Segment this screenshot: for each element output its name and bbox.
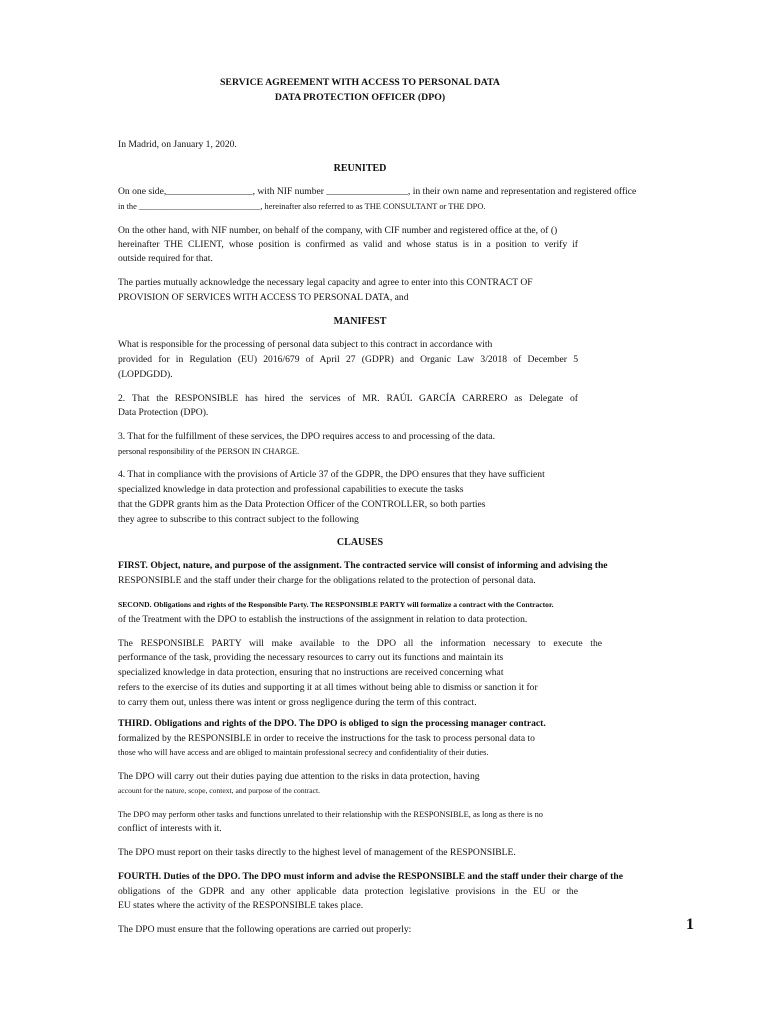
paragraph-line: Data Protection (DPO). <box>118 407 209 418</box>
paragraph-line: The DPO must report on their tasks directly to the highest level of management of the RESPONSIBLE. <box>118 847 516 858</box>
paragraph-line: RESPONSIBLE and the staff under their charge for the obligations related to the protection of personal data. <box>118 575 536 586</box>
paragraph-line: hereinafter THE CLIENT, whose position is confirmed as valid and whose status is in a position to verify if <box>118 239 578 250</box>
paragraph-line: conflict of interests with it. <box>118 823 222 834</box>
paragraph-line: formalized by the RESPONSIBLE in order to receive the instructions for the task to process personal data to <box>118 733 535 744</box>
heading-reunited: REUNITED <box>333 163 387 174</box>
paragraph-line: 3. That for the fulfillment of these services, the DPO requires access to and processing of the data. <box>118 431 496 442</box>
page-number: 1 <box>686 916 694 933</box>
clause-heading: FIRST. Object, nature, and purpose of the assignment. The contracted service will consist of informing and advising the <box>118 560 608 571</box>
paragraph-line: On one side,__________________, with NIF number _________________, in their own name and representation and registered office <box>118 186 637 197</box>
paragraph-line: 4. That in compliance with the provisions of Article 37 of the GDPR, the DPO ensures that they have sufficient <box>118 469 545 480</box>
clause-heading: FOURTH. Duties of the DPO. The DPO must inform and advise the RESPONSIBLE and the staff under their charge of the <box>118 871 623 882</box>
paragraph-line: PROVISION OF SERVICES WITH ACCESS TO PERSONAL DATA, and <box>118 292 409 303</box>
paragraph-line: refers to the exercise of its duties and supporting it at all times without being able to dismiss or sanction it for <box>118 682 538 693</box>
clause-heading: THIRD. Obligations and rights of the DPO. The DPO is obliged to sign the processing manager contract. <box>118 718 546 729</box>
paragraph-line: personal responsibility of the PERSON IN CHARGE. <box>118 447 300 456</box>
paragraph-line: obligations of the GDPR and any other applicable data protection legislative provisions in the EU or the <box>118 886 578 897</box>
document-title: SERVICE AGREEMENT WITH ACCESS TO PERSONAL DATA <box>219 77 501 88</box>
paragraph-line: to carry them out, unless there was intent or gross negligence during the term of this contract. <box>118 697 477 708</box>
paragraph-line: that the GDPR grants him as the Data Protection Officer of the CONTROLLER, so both parties <box>118 499 486 510</box>
paragraph-line: On the other hand, with NIF number, on behalf of the company, with CIF number and registered office at the, of () <box>118 225 558 236</box>
paragraph-line: outside required for that. <box>118 253 213 264</box>
paragraph-line: The RESPONSIBLE PARTY will make available to the DPO all the information necessary to execute the <box>118 638 602 649</box>
paragraph-line: The parties mutually acknowledge the necessary legal capacity and agree to enter into this CONTRACT OF <box>118 277 533 288</box>
paragraph-line: account for the nature, scope, context, and purpose of the contract. <box>118 786 320 795</box>
paragraph-line: The DPO may perform other tasks and functions unrelated to their relationship with the RESPONSIBLE, as long as there is no <box>118 810 543 819</box>
paragraph-line: What is responsible for the processing of personal data subject to this contract in accordance with <box>118 339 493 350</box>
paragraph-line: in the _____________________________, hereinafter also referred to as THE CONSULTANT or THE DPO. <box>118 202 486 211</box>
place-date: In Madrid, on January 1, 2020. <box>118 139 237 150</box>
paragraph-line: they agree to subscribe to this contract subject to the following <box>118 514 359 525</box>
paragraph-line: of the Treatment with the DPO to establish the instructions of the assignment in relation to data protection. <box>118 614 528 625</box>
paragraph-line: performance of the task, providing the necessary resources to carry out its functions and maintain its <box>118 652 504 663</box>
paragraph-line: those who will have access and are obliged to maintain professional secrecy and confidentiality of their duties. <box>118 748 489 757</box>
document-subtitle: DATA PROTECTION OFFICER (DPO) <box>274 92 446 103</box>
clause-heading: SECOND. Obligations and rights of the Responsible Party. The RESPONSIBLE PARTY will formalize a contract with the Contractor. <box>118 600 554 609</box>
paragraph-line: specialized knowledge in data protection, ensuring that no instructions are received concerning what <box>118 667 504 678</box>
heading-manifest: MANIFEST <box>333 316 387 327</box>
paragraph-line: specialized knowledge in data protection and professional capabilities to execute the tasks <box>118 484 464 495</box>
paragraph-line: The DPO must ensure that the following operations are carried out properly: <box>118 924 412 935</box>
paragraph-line: provided for in Regulation (EU) 2016/679 of April 27 (GDPR) and Organic Law 3/2018 of December 5 <box>118 354 578 365</box>
heading-clauses: CLAUSES <box>336 537 384 548</box>
paragraph-line: 2. That the RESPONSIBLE has hired the services of MR. RAÚL GARCÍA CARRERO as Delegate of <box>118 393 578 404</box>
paragraph-line: (LOPDGDD). <box>118 369 173 380</box>
paragraph-line: The DPO will carry out their duties paying due attention to the risks in data protection, having <box>118 771 480 782</box>
paragraph-line: EU states where the activity of the RESPONSIBLE takes place. <box>118 900 364 911</box>
